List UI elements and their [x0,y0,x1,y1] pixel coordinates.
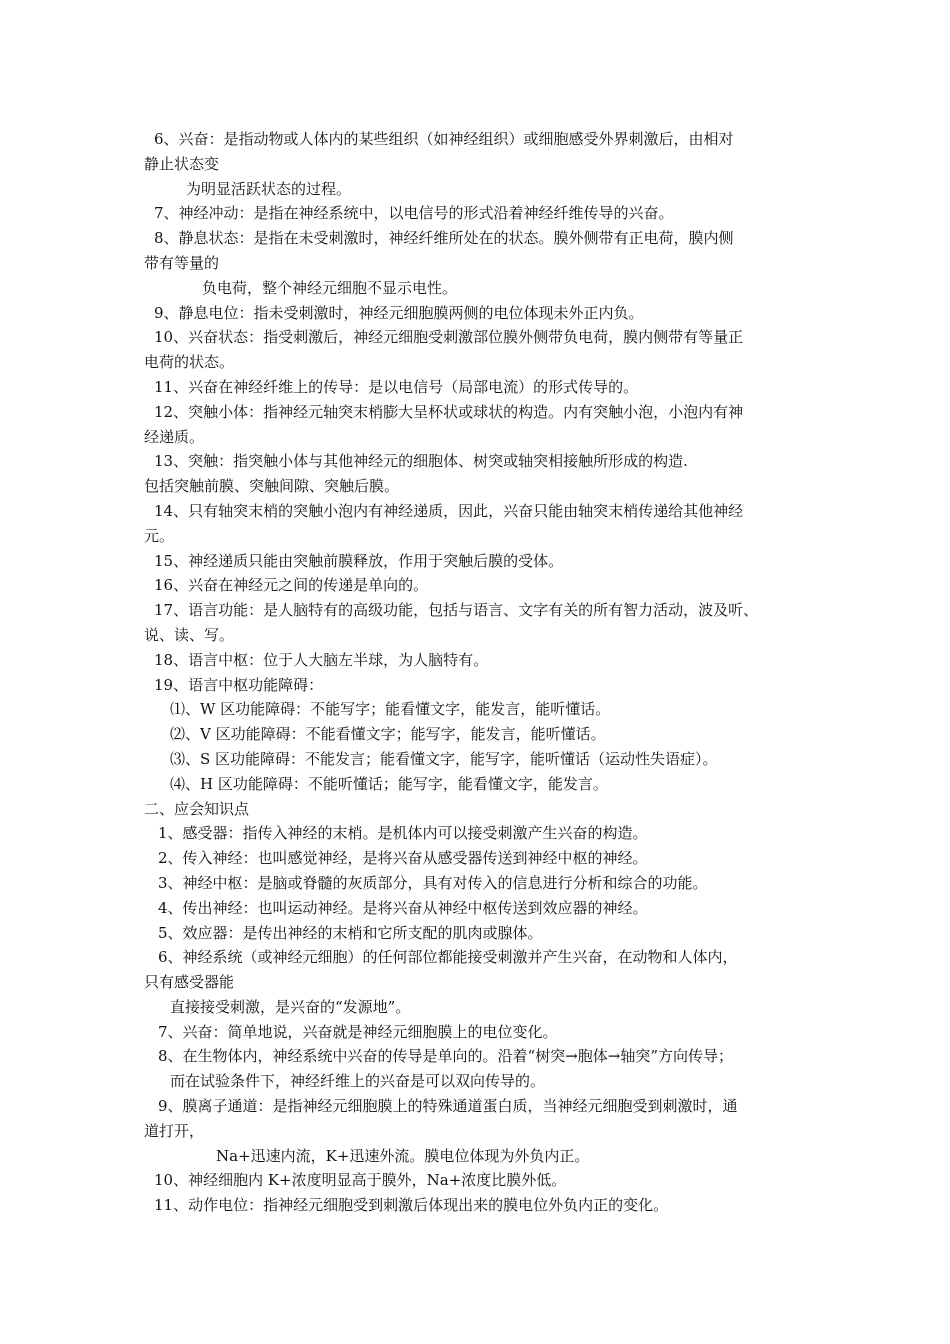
text-line: Na+迅速内流，K+迅速外流。膜电位体现为外负内正。 [216,1146,590,1165]
text-line: 6、神经系统（或神经元细胞）的任何部位都能接受刺激并产生兴奋，在动物和人体内， [158,948,738,967]
text-line: 经递质。 [144,427,205,446]
text-line: 为明显活跃状态的过程。 [186,179,352,198]
document-body [144,127,816,1218]
text-line: 2、传入神经：也叫感觉神经，是将兴奋从感受器传送到神经中枢的神经。 [158,849,648,868]
text-line: 9、静息电位：指未受刺激时，神经元细胞膜两侧的电位体现未外正内负。 [154,303,644,322]
text-line: ⑵、V 区功能障碍：不能看懂文字；能写字，能发言，能听懂话。 [170,725,606,744]
text-line: 4、传出神经：也叫运动神经。是将兴奋从神经中枢传送到效应器的神经。 [158,898,648,917]
text-line: 静止状态变 [144,154,220,173]
text-line: 8、在生物体内，神经系统中兴奋的传导是单向的。沿着“树突→胞体→轴突”方向传导； [158,1047,734,1066]
text-line: 15、神经递质只能由突触前膜释放，作用于突触后膜的受体。 [154,551,564,570]
text-line: 直接接受刺激，是兴奋的“发源地”。 [170,997,411,1016]
text-line: ⑶、S 区功能障碍：不能发言；能看懂文字，能写字，能听懂话（运动性失语症）。 [170,749,718,768]
text-line: 9、膜离子通道：是指神经元细胞膜上的特殊通道蛋白质，当神经元细胞受到刺激时，通 [158,1097,738,1116]
text-line: 电荷的状态。 [144,353,235,372]
section-heading: 二、应会知识点 [144,799,250,818]
text-line: ⑷、H 区功能障碍：不能听懂话；能写字，能看懂文字，能发言。 [170,774,608,793]
text-line: 16、兴奋在神经元之间的传递是单向的。 [154,576,429,595]
text-line: 包括突触前膜、突触间隙、突触后膜。 [144,477,400,496]
text-line: 10、兴奋状态：指受刺激后，神经元细胞受刺激部位膜外侧带负电荷，膜内侧带有等量正 [154,328,744,347]
text-line: 12、突触小体：指神经元轴突末梢膨大呈杯状或球状的构造。内有突触小泡，小泡内有神 [154,402,744,421]
text-line: 8、静息状态：是指在未受刺激时，神经纤维所处在的状态。膜外侧带有正电荷，膜内侧 [154,229,734,248]
text-line: 道打开， [144,1121,205,1140]
text-line: 17、语言功能：是人脑特有的高级功能，包括与语言、文字有关的所有智力活动，波及听、 [154,601,759,620]
text-line: 3、神经中枢：是脑或脊髓的灰质部分，具有对传入的信息进行分析和综合的功能。 [158,873,708,892]
text-line: 只有感受器能 [144,973,235,992]
text-line: 11、兴奋在神经纤维上的传导：是以电信号（局部电流）的形式传导的。 [154,377,639,396]
text-line: 6、兴奋：是指动物或人体内的某些组织（如神经组织）或细胞感受外界刺激后，由相对 [154,130,734,148]
text-line: 7、神经冲动：是指在神经系统中，以电信号的形式沿着神经纤维传导的兴奋。 [154,204,674,223]
text-line: 11、动作电位：指神经元细胞受到刺激后体现出来的膜电位外负内正的变化。 [154,1196,669,1215]
text-line: 说、读、写。 [144,625,235,644]
text-line: 14、只有轴突末梢的突触小泡内有神经递质，因此，兴奋只能由轴突末梢传递给其他神经 [154,501,744,520]
text-line: 5、效应器：是传出神经的末梢和它所支配的肌肉或腺体。 [158,923,543,942]
text-line: 18、语言中枢：位于人大脑左半球，为人脑特有。 [154,650,489,669]
text-line: 1、感受器：指传入神经的末梢。是机体内可以接受刺激产生兴奋的构造。 [158,824,648,843]
text-line: 13、突触：指突触小体与其他神经元的细胞体、树突或轴突相接触所形成的构造. [154,452,688,471]
text-line: 10、神经细胞内 K+浓度明显高于膜外，Na+浓度比膜外低。 [154,1171,567,1190]
text-line: 7、兴奋：简单地说，兴奋就是神经元细胞膜上的电位变化。 [158,1022,558,1041]
text-line: 元。 [144,526,175,545]
text-line: 而在试验条件下，神经纤维上的兴奋是可以双向传导的。 [170,1072,546,1091]
text-line: 负电荷，整个神经元细胞不显示电性。 [202,278,458,297]
text-line: 19、语言中枢功能障碍： [154,675,324,694]
text-line: ⑴、W 区功能障碍：不能写字；能看懂文字，能发言，能听懂话。 [170,700,611,719]
text-line: 带有等量的 [144,253,220,272]
